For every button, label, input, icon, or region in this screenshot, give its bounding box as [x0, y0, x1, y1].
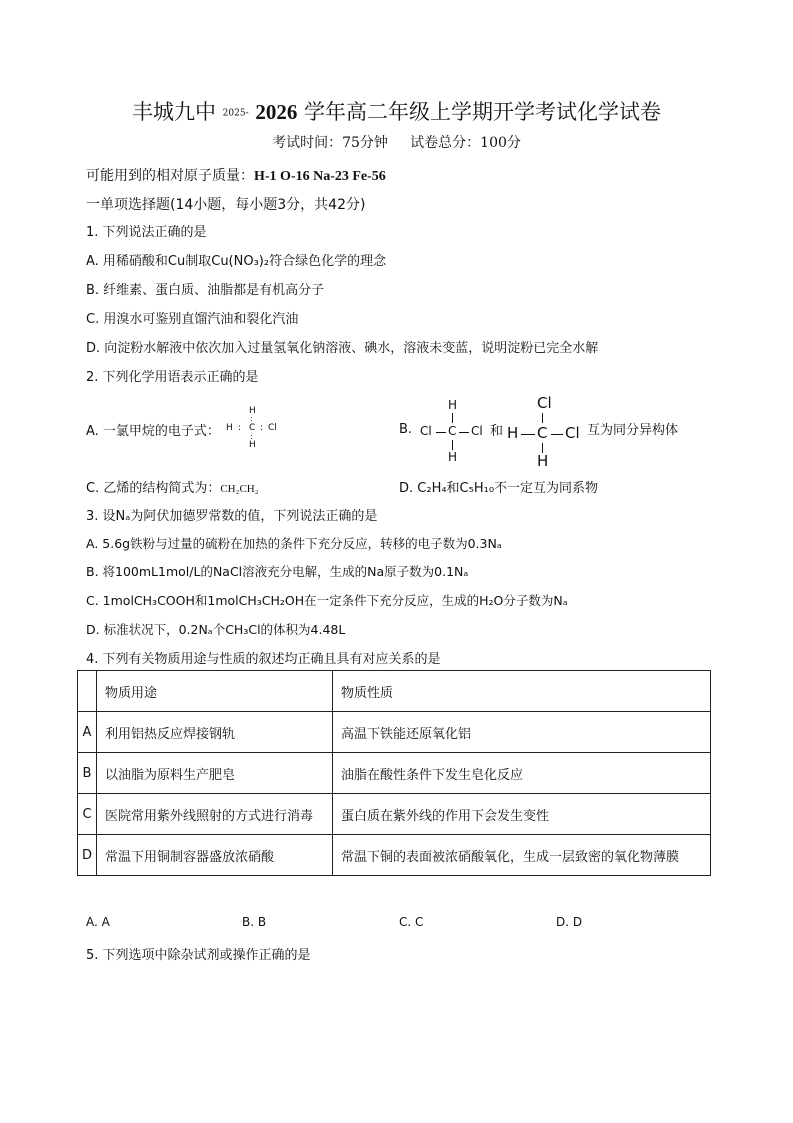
cl-right: Cl [268, 423, 277, 433]
s1-bond-left [436, 432, 446, 433]
q3-option-b: B. 将100mL1mol/L的NaCl溶液充分电解，生成的Na原子数为0.1Nₐ [86, 564, 469, 579]
s2-cl-right: Cl [565, 424, 580, 442]
table-cell: C [78, 794, 97, 835]
s2-c: C [537, 424, 548, 442]
title-school: 丰城九中 [131, 100, 216, 124]
q4-answer-c: C. C [399, 915, 424, 929]
h-top: H [249, 406, 256, 416]
table-row [78, 712, 711, 753]
s1-h-top: H [448, 398, 458, 412]
q2-option-c-formula: CH₂CH₂ [220, 483, 259, 495]
atomic-masses: H-1 O-16 Na-23 Fe-56 [254, 169, 386, 184]
q5-stem: 5. 下列选项中除杂试剂或操作正确的是 [86, 948, 311, 963]
q1-option-b: B. 纤维素、蛋白质、油脂都是有机高分子 [86, 283, 325, 298]
s1-cl-right: Cl [471, 424, 483, 438]
table-cell: 高温下铁能还原氧化铝 [333, 712, 711, 753]
s2-cl-top: Cl [537, 394, 552, 412]
q3-option-d: D. 标准状况下，0.2Nₐ个CH₃Cl的体积为4.48L [86, 622, 346, 637]
q3-option-a: A. 5.6g铁粉与过量的硫粉在加热的条件下充分反应，转移的电子数为0.3Nₐ [86, 536, 502, 551]
table-cell: 利用铝热反应焊接钢轨 [97, 712, 333, 753]
exam-info [0, 132, 793, 152]
s1-h-bottom: H [448, 450, 458, 464]
s1-bond-right [459, 432, 469, 433]
q1-option-d: D. 向淀粉水解液中依次加入过量氢氧化钠溶液、碘水，溶液未变蓝，说明淀粉已完全水解 [86, 341, 599, 356]
table-cell: B [78, 753, 97, 794]
s2-h-bottom: H [537, 452, 549, 470]
s2-bond-right [551, 434, 563, 435]
title-small-year: 2025- [222, 108, 249, 119]
q2-stem: 2. 下列化学用语表示正确的是 [86, 370, 259, 385]
table-header-cell [78, 671, 97, 712]
dots-right: : [260, 423, 264, 433]
table-cell: A [78, 712, 97, 753]
table-cell: 医院常用紫外线照射的方式进行消毒 [97, 794, 333, 835]
c-center: C [249, 423, 256, 433]
q4-answer-a: A. A [86, 915, 110, 929]
q2-option-c-label: C. 乙烯的结构简式为： [86, 481, 221, 496]
page-title [0, 96, 793, 126]
table-cell: 常温下用铜制容器盛放浓硝酸 [97, 835, 333, 876]
dichloromethane-structure-1 [420, 398, 483, 464]
title-rest: 学年高二年级上学期开学考试化学试卷 [304, 100, 661, 124]
dots-top: : [250, 414, 253, 423]
table-header-cell: 物质用途 [97, 671, 333, 712]
atomic-masses-label: 可能用到的相对原子质量： [86, 168, 254, 184]
table-cell: 以油脂为原料生产肥皂 [97, 753, 333, 794]
s1-bond-bottom [452, 440, 453, 450]
q1-option-c: C. 用溴水可鉴别直馏汽油和裂化汽油 [86, 312, 299, 327]
q1-option-a: A. 用稀硝酸和Cu制取Cu(NO₃)₂符合绿色化学的理念 [86, 254, 387, 269]
q3-option-c: C. 1molCH₃COOH和1molCH₃CH₂OH在一定条件下充分反应，生成的H₂O分子数为Nₐ [86, 593, 568, 608]
q4-stem: 4. 下列有关物质用途与性质的叙述均正确且具有对应关系的是 [86, 652, 441, 667]
s2-bond-top [542, 413, 543, 423]
title-year: 2026 [255, 100, 298, 124]
q2-option-b-suffix: 互为同分异构体 [587, 423, 679, 438]
h-left: H [226, 423, 233, 433]
total-score: 试卷总分：100分 [410, 135, 521, 151]
exam-time: 考试时间：75分钟 [272, 135, 388, 151]
q2-option-d: D. C₂H₄和C₅H₁₀不一定互为同系物 [399, 481, 599, 496]
dots-bottom: : [250, 432, 253, 441]
q2-option-b-prefix: B. [399, 422, 413, 437]
s1-cl-left: Cl [420, 424, 432, 438]
dots-left: : [238, 423, 242, 433]
q2-option-c [86, 477, 259, 496]
h-bottom: H [249, 440, 256, 450]
q4-answer-b: B. B [242, 915, 267, 929]
section-heading: 一单项选择题(14小题，每小题3分，共42分) [86, 197, 366, 213]
q3-stem: 3. 设Nₐ为阿伏加德罗常数的值，下列说法正确的是 [86, 509, 378, 524]
s1-bond-top [452, 413, 453, 423]
table-row [78, 753, 711, 794]
dichloromethane-structure-2 [507, 394, 587, 470]
table-header-cell: 物质性质 [333, 671, 711, 712]
table-cell: D [78, 835, 97, 876]
s1-c: C [448, 424, 457, 438]
s2-h-left: H [507, 424, 519, 442]
q2-option-a-label: A. 一氯甲烷的电子式： [86, 424, 220, 439]
table-cell: 油脂在酸性条件下发生皂化反应 [333, 753, 711, 794]
table-row [78, 835, 711, 876]
q2-option-b-and: 和 [490, 424, 504, 439]
table-row [78, 794, 711, 835]
atomic-masses-line [86, 165, 386, 185]
q1-stem: 1. 下列说法正确的是 [86, 225, 207, 240]
table-cell: 蛋白质在紫外线的作用下会发生变性 [333, 794, 711, 835]
table-cell: 常温下铜的表面被浓硝酸氧化，生成一层致密的氧化物薄膜 [333, 835, 711, 876]
q4-table [77, 670, 711, 876]
q4-answer-d: D. D [556, 915, 583, 929]
s2-bond-left [521, 434, 535, 435]
table-header-row [78, 671, 711, 712]
